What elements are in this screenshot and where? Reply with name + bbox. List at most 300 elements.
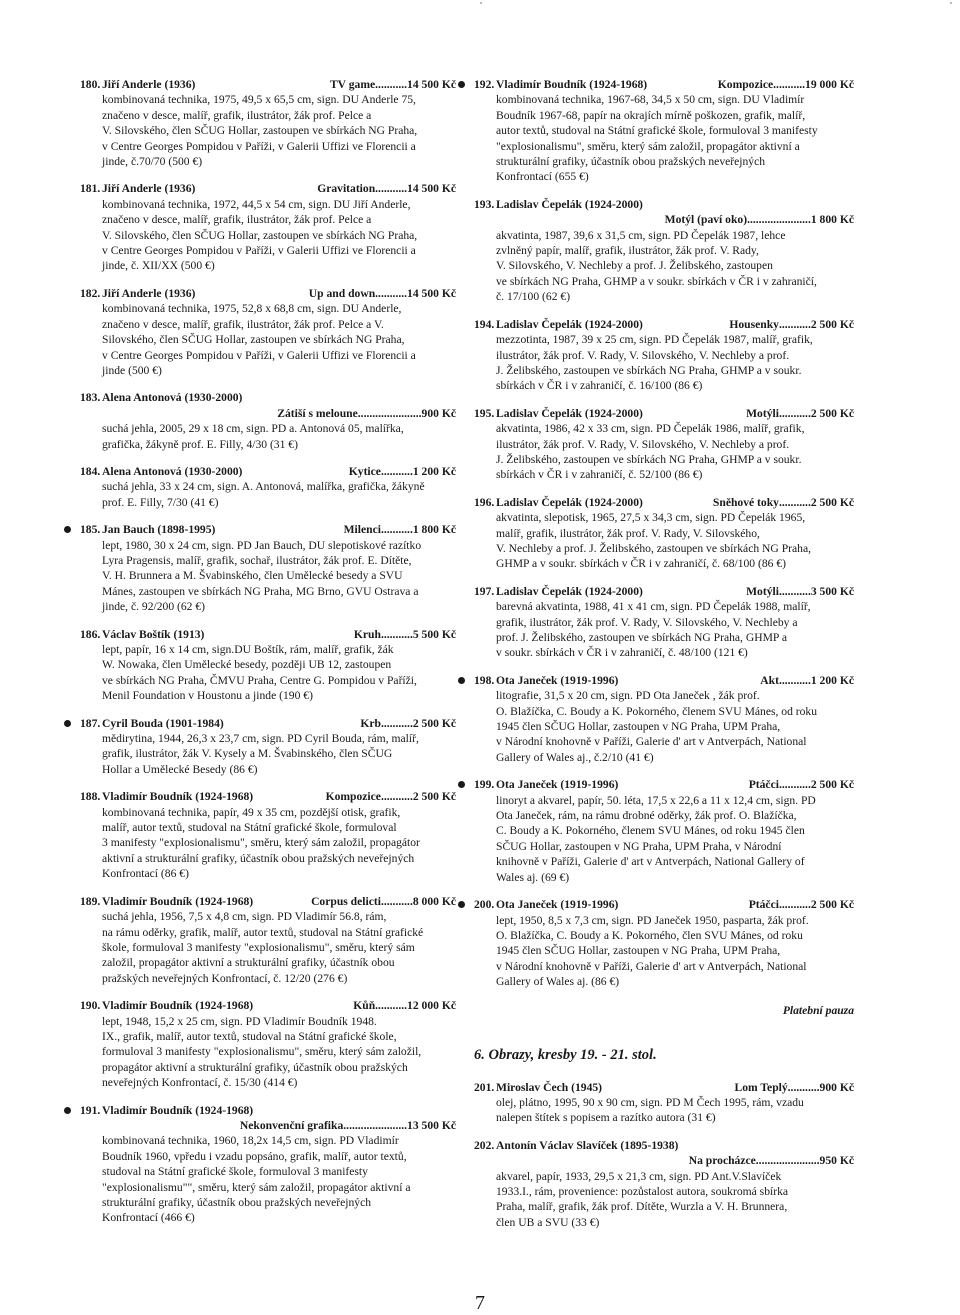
entry-description <box>474 913 854 990</box>
entry-heading <box>80 627 456 642</box>
leader-dots: ........... <box>380 790 413 804</box>
catalog-entry <box>80 894 456 986</box>
price: 900 Kč <box>421 406 456 420</box>
entry-heading <box>80 77 456 92</box>
top-mark <box>950 2 952 4</box>
description-line: v Národní knohovně v Paříži, Galerie d' art v Antverpách, National <box>496 735 807 749</box>
leader-dots: ........... <box>380 523 413 537</box>
description-line: jinde, č.70/70 (500 €) <box>102 155 203 169</box>
leader-dots: ........... <box>375 286 408 300</box>
price: 14 500 Kč <box>407 286 456 300</box>
catalog-entry <box>474 1080 854 1126</box>
artwork-title: Milenci <box>343 523 381 537</box>
lot-number: 185. <box>80 523 101 537</box>
description-line: v soukr. sbírkách v ČR i v zahraničí, č. 48/100 (121 €) <box>496 646 748 660</box>
description-line: "explosionalismu", směru, který sám založil, propagátor aktivní a <box>496 139 800 153</box>
catalog-entry <box>80 390 456 452</box>
artist-name: Vladimír Boudník (1924-1968) <box>496 78 648 91</box>
artwork-title: Kruh <box>353 627 381 641</box>
description-line: akvarel, papír, 1933, 29,5 x 21,3 cm, sign. PD Ant.V.Slavíček <box>496 1169 782 1183</box>
description-line: V. H. Brunnera a M. Švabinského, člen Umělecké besedy a SVU <box>102 569 403 583</box>
description-line: Konfrontací (655 €) <box>496 170 589 184</box>
lot-number: 201. <box>474 1080 495 1094</box>
description-line: suchá jehla, 2005, 29 x 18 cm, sign. PD a. Antonová 05, malířka, <box>102 422 404 436</box>
catalog-entry <box>80 998 456 1090</box>
price: 14 500 Kč <box>407 78 456 91</box>
description-line: O. Blažíčka, C. Boudy a K. Pokorného, člen SVU Mánes, od roku <box>496 928 803 942</box>
entry-description <box>80 301 456 378</box>
description-line: V. Silovského, člen SČUG Hollar, zastoupen ve sbírkách NG Praha, <box>102 228 418 242</box>
price: 900 Kč <box>819 1080 854 1094</box>
description-line: suchá jehla, 33 x 24 cm, sign. A. Antonová, malířka, grafička, žákyně <box>102 480 425 494</box>
entry-description <box>80 805 456 882</box>
artist-name: Václav Boštík (1913) <box>102 627 205 641</box>
price: 5 500 Kč <box>412 627 456 641</box>
bullet-dot-icon <box>458 781 465 788</box>
lot-number: 199. <box>474 778 495 792</box>
artwork-title: Nekonvenční grafika <box>239 1118 344 1132</box>
catalog-entry <box>80 181 456 273</box>
price: 2 500 Kč <box>810 406 854 420</box>
entry-description <box>474 228 854 305</box>
entry-description <box>80 909 456 986</box>
catalog-entry <box>474 1138 854 1230</box>
description-line: prof. E. Filly, 7/30 (41 €) <box>102 495 219 509</box>
entry-description <box>474 1095 854 1126</box>
description-line: lept, 1948, 15,2 x 25 cm, sign. PD Vladimír Boudník 1948. <box>102 1014 377 1028</box>
bullet-dot-icon <box>64 720 71 727</box>
description-line: kombinovaná technika, 1972, 44,5 x 54 cm, sign. DU Jiří Anderle, <box>102 197 411 211</box>
entry-title-line <box>80 406 456 421</box>
artist-name: Cyril Bouda (1901-1984) <box>102 716 224 730</box>
lot-number: 180. <box>80 78 101 91</box>
entry-description <box>474 688 854 765</box>
price: 13 500 Kč <box>407 1118 456 1132</box>
artist-name: Alena Antonová (1930-2000) <box>102 464 243 478</box>
entry-heading <box>474 406 854 421</box>
right-column <box>474 77 854 1242</box>
entry-description <box>474 92 854 184</box>
description-line: Konfrontací (86 €) <box>102 867 189 881</box>
artwork-title: Kůň <box>353 999 376 1013</box>
description-line: formuloval 3 manifesty "explosionalismu", směru, který sám založil, <box>102 1045 422 1059</box>
artwork-title: Housenky <box>729 317 779 331</box>
entry-description <box>474 421 854 483</box>
catalog-entry <box>80 1103 456 1226</box>
lot-number: 193. <box>474 197 495 211</box>
description-line: na rámu oděrky, grafik, malíř, autor textů, studoval na Státní grafické <box>102 925 424 939</box>
description-line: kombinovaná technika, 1960, 18,2x 14,5 cm, sign. PD Vladimír <box>102 1134 399 1148</box>
artist-name: Jiří Anderle (1936) <box>102 286 196 300</box>
artwork-title: Sněhové toky <box>712 495 779 509</box>
artist-name: Antonín Václav Slavíček (1895-1938) <box>496 1138 679 1152</box>
artwork-title: Gravitation <box>317 182 376 196</box>
description-line: č. 17/100 (62 €) <box>496 290 571 304</box>
artist-name: Vladimír Boudník (1924-1968) <box>102 894 254 908</box>
entry-description <box>80 479 456 510</box>
description-line: "explosionalismu"", směru, který sám založil, propagátor aktivní a <box>102 1180 411 1194</box>
price: 2 500 Kč <box>810 495 854 509</box>
catalog-entry <box>80 716 456 778</box>
artwork-title: Kompozice <box>325 790 381 804</box>
artwork-title: Corpus delicti <box>311 894 381 908</box>
entry-description <box>80 92 456 169</box>
artist-name: Ladislav Čepelák (1924-2000) <box>496 406 643 420</box>
description-line: Gallery of Wales aj., č.2/10 (41 €) <box>496 750 654 764</box>
description-line: 1933.I., rám, provenience: pozůstalost autora, soukromá sbírka <box>496 1184 789 1198</box>
lot-number: 183. <box>80 391 101 405</box>
description-line: Silovského, člen SČUG Hollar, zastoupen ve sbírkách NG Praha, <box>102 333 405 347</box>
bullet-dot-icon <box>64 1107 71 1114</box>
description-line: kombinovaná technika, 1975, 49,5 x 65,5 cm, sign. DU Anderle 75, <box>102 93 416 107</box>
catalog-entry <box>80 789 456 881</box>
description-line: škole, formuloval 3 manifesty "explosionalismu", směru, který sám <box>102 940 415 954</box>
artist-name: Ota Janeček (1919-1996) <box>496 673 619 687</box>
leader-dots: ........... <box>773 78 806 91</box>
leader-dots: ........... <box>380 716 413 730</box>
artwork-title: Lom Teplý <box>734 1080 788 1094</box>
description-line: GHMP a v soukr. sbírkách v ČR i v zahraničí, č. 68/100 (86 €) <box>496 557 787 571</box>
artwork-title: Motýl (paví oko) <box>664 213 748 227</box>
artwork-title: Krb <box>360 716 381 730</box>
top-mark <box>480 2 482 4</box>
entry-description <box>80 1133 456 1225</box>
description-line: Ota Janeček, rám, na rámu drobné oděrky, žák prof. O. Blažíčka, <box>496 809 797 823</box>
page-number: 7 <box>475 1292 485 1314</box>
lot-number: 196. <box>474 495 495 509</box>
lot-number: 181. <box>80 182 101 196</box>
catalog-entry <box>474 406 854 483</box>
price: 12 000 Kč <box>407 999 456 1013</box>
description-line: Konfrontací (466 €) <box>102 1211 195 1225</box>
left-column <box>80 77 456 1238</box>
lot-number: 184. <box>80 464 101 478</box>
artist-name: Ota Janeček (1919-1996) <box>496 778 619 792</box>
price: 2 500 Kč <box>810 778 854 792</box>
entry-description <box>474 1169 854 1231</box>
catalog-entry <box>474 495 854 572</box>
leader-dots: ........... <box>778 495 811 509</box>
lot-number: 186. <box>80 627 101 641</box>
description-line: Praha, malíř, grafik, žák prof. Dítěte, Wurzla a V. H. Brunnera, <box>496 1200 788 1214</box>
description-line: neveřejných Konfrontací, č. 15/30 (414 €) <box>102 1076 298 1090</box>
description-line: mezzotinta, 1987, 39 x 25 cm, sign. PD Čepelák 1987, malíř, grafik, <box>496 333 813 347</box>
price: 14 500 Kč <box>407 182 456 196</box>
catalog-entry <box>474 317 854 394</box>
price: 8 000 Kč <box>412 894 456 908</box>
description-line: W. Nowaka, člen Umělecké besedy, později UB 12, zastoupen <box>102 658 392 672</box>
leader-dots: ........... <box>778 317 811 331</box>
description-line: grafik, ilustrátor, žák prof. V. Rady, V. Silovského, V. Nechleby a <box>496 615 798 629</box>
description-line: značeno v desce, malíř, grafik, ilustrátor, žák prof. Pelce a <box>102 213 372 227</box>
artist-name: Jiří Anderle (1936) <box>102 78 196 91</box>
price: 2 500 Kč <box>412 790 456 804</box>
description-line: lept, papír, 16 x 14 cm, sign.DU Boštík, rám, malíř, grafik, žák <box>102 643 394 656</box>
lot-number: 195. <box>474 406 495 420</box>
leader-dots: ........... <box>375 78 408 91</box>
description-line: IX., grafik, malíř, autor textů, studoval na Státní grafické škole, <box>102 1029 397 1043</box>
description-line: 3 manifesty "explosionalismu", směru, který sám založil, propagátor <box>102 836 420 850</box>
entry-heading <box>474 77 854 92</box>
description-line: strukturální grafiky, účastník obou pražských neveřejných <box>102 1196 372 1209</box>
description-line: strukturální grafiky, účastník obou pražských neveřejných <box>496 155 766 169</box>
section-title: 6. Obrazy, kresby 19. - 21. stol. <box>474 1046 657 1063</box>
catalog-entry <box>80 464 456 510</box>
artwork-title: Motýli <box>746 406 779 420</box>
entry-description <box>80 642 456 704</box>
price: 2 500 Kč <box>412 716 456 730</box>
description-line: Lyra Pragensis, malíř, grafik, sochař, ilustrátor, žák prof. E. Dítěte, <box>102 553 412 567</box>
description-line: malíř, autor textů, studoval na Státní grafické škole, formuloval <box>102 821 397 835</box>
leader-dots: ........... <box>375 182 408 196</box>
entry-heading <box>474 777 854 792</box>
description-line: člen UB a SVU (33 €) <box>496 1215 600 1229</box>
description-line: grafička, žákyně prof. E. Filly, 4/30 (31 €) <box>102 437 298 451</box>
artist-name: Ladislav Čepelák (1924-2000) <box>496 584 643 598</box>
entry-description <box>80 421 456 452</box>
leader-dots: ........... <box>787 1080 820 1094</box>
description-line: Mánes, zastoupen ve sbírkách NG Praha, MG Brno, GVU Ostrava a <box>102 584 419 598</box>
entry-title-line <box>474 212 854 227</box>
lot-number: 197. <box>474 584 495 598</box>
entry-heading <box>474 197 854 212</box>
description-line: nalepen štítek s popisem a razítko autora (31 €) <box>496 1111 716 1125</box>
bullet-dot-icon <box>64 526 71 533</box>
artwork-title: Kytice <box>348 464 381 478</box>
artist-name: Jan Bauch (1898-1995) <box>102 523 216 537</box>
leader-dots: ........... <box>380 627 413 641</box>
description-line: jinde, č. XII/XX (500 €) <box>102 259 215 273</box>
price: 1 800 Kč <box>412 523 456 537</box>
catalog-entry <box>80 286 456 378</box>
description-line: C. Boudy a K. Pokorného, členem SVU Mánes, od roku 1945 člen <box>496 824 805 838</box>
description-line: Hollar a Umělecké Besedy (86 €) <box>102 762 258 776</box>
price: 2 500 Kč <box>810 317 854 331</box>
description-line: v Národní knohovně v Paříži, Galerie d' art v Antverpách, National <box>496 959 807 973</box>
description-line: založil, propagátor aktivní a strukturální grafiky, účastník obou <box>102 956 395 970</box>
leader-dots: ........... <box>380 894 413 908</box>
bullet-dot-icon <box>458 81 465 88</box>
entry-heading <box>80 390 456 405</box>
description-line: suchá jehla, 1956, 7,5 x 4,8 cm, sign. PD Vladimír 56.8, rám, <box>102 910 387 924</box>
description-line: akvatinta, slepotisk, 1965, 27,5 x 34,3 cm, sign. PD Čepelák 1965, <box>496 511 806 525</box>
description-line: V. Silovského, člen SČUG Hollar, zastoupen ve sbírkách NG Praha, <box>102 124 418 138</box>
description-line: kombinovaná technika, 1967-68, 34,5 x 50 cm, sign. DU Vladimír <box>496 93 805 107</box>
leader-dots: ........... <box>778 673 811 687</box>
price: 950 Kč <box>819 1154 854 1168</box>
description-line: barevná akvatinta, 1988, 41 x 41 cm, sign. PD Čepelák 1988, malíř, <box>496 600 811 614</box>
description-line: sbírkách v ČR i v zahraničí, č. 16/100 (86 €) <box>496 379 703 393</box>
price: 19 000 Kč <box>805 78 854 91</box>
entry-heading <box>80 789 456 804</box>
lot-number: 202. <box>474 1138 495 1152</box>
lot-number: 198. <box>474 673 495 687</box>
entry-description <box>474 332 854 394</box>
lot-number: 182. <box>80 286 101 300</box>
entry-title-line <box>474 1153 854 1168</box>
description-line: kombinovaná technika, 1975, 52,8 x 68,8 cm, sign. DU Anderle, <box>102 302 402 316</box>
description-line: značeno v desce, malíř, grafik, ilustrátor, žák prof. Pelce a <box>102 108 372 122</box>
description-line: jinde (500 €) <box>102 363 162 377</box>
entry-heading <box>474 317 854 332</box>
description-line: ve sbírkách NG Praha, GHMP a v soukr. sbírkách v ČR i v zahraničí, <box>496 274 817 288</box>
right-entries <box>474 77 854 990</box>
lot-number: 187. <box>80 716 101 730</box>
catalog-entry <box>474 77 854 185</box>
entry-heading <box>80 286 456 301</box>
price: 3 500 Kč <box>810 584 854 598</box>
lot-number: 191. <box>80 1103 101 1117</box>
entry-title-line <box>80 1118 456 1133</box>
description-line: pražských neveřejných Konfrontací, č. 12/20 (276 €) <box>102 971 348 985</box>
lot-number: 200. <box>474 898 495 912</box>
entry-heading <box>474 897 854 912</box>
description-line: sbírkách v ČR i v zahraničí, č. 52/100 (86 €) <box>496 468 703 482</box>
description-line: ve sbírkách NG Praha, ČMVU Praha, Centre G. Pompidou v Paříži, <box>102 673 417 687</box>
description-line: J. Želibského, zastoupen ve sbírkách NG Praha, GHMP a v soukr. <box>496 363 802 377</box>
description-line: autor textů, studoval na Státní grafické škole, formuloval 3 manifesty <box>496 124 818 138</box>
entry-heading <box>80 464 456 479</box>
description-line: lept, 1980, 30 x 24 cm, sign. PD Jan Bauch, DU slepotiskové razítko <box>102 538 422 552</box>
description-line: v Centre Georges Pompidou v Paříži, v Galerii Uffizi ve Florencii a <box>102 348 416 362</box>
artist-name: Vladimír Boudník (1924-1968) <box>102 1103 254 1117</box>
description-line: jinde, č. 92/200 (62 €) <box>102 600 206 614</box>
description-line: V. Nechleby a prof. J. Želibského, zastoupen ve sbírkách NG Praha, <box>496 541 811 555</box>
description-line: aktivní a strukturální grafiky, účastník obou pražských neveřejných <box>102 851 415 865</box>
leader-dots: ........... <box>778 898 811 912</box>
lot-number: 190. <box>80 999 101 1013</box>
artwork-title: Ptáčci <box>748 898 779 912</box>
entry-heading <box>80 998 456 1013</box>
entry-description <box>474 510 854 572</box>
artwork-title: Zátiší s meloune <box>277 406 358 420</box>
description-line: 1945 člen SČUG Hollar, zastoupen v NG Praha, UPM Praha, <box>496 944 781 958</box>
entry-heading <box>80 181 456 196</box>
description-line: prof. J. Želibského, zastoupen ve sbírkách NG Praha, GHMP a <box>496 631 787 644</box>
artwork-title: Up and down <box>308 286 376 300</box>
right-entries-section6 <box>474 1080 854 1231</box>
artist-name: Miroslav Čech (1945) <box>496 1080 603 1094</box>
artist-name: Ladislav Čepelák (1924-2000) <box>496 495 643 509</box>
description-line: Wales aj. (69 €) <box>496 870 570 884</box>
catalog-entry <box>474 897 854 989</box>
description-line: SČUG Hollar, zastoupen v NG Praha, UPM Praha, v Národní <box>496 839 782 853</box>
leader-dots: ........... <box>380 464 413 478</box>
description-line: Boudník 1960, vpředu i vzadu popsáno, grafik, malíř, autor textů, <box>102 1149 407 1163</box>
entry-heading <box>474 495 854 510</box>
lot-number: 189. <box>80 894 101 908</box>
catalog-entry <box>80 522 456 614</box>
artist-name: Vladimír Boudník (1924-1968) <box>102 790 254 804</box>
entry-heading <box>80 522 456 537</box>
payment-pause-label: Platební pauza <box>782 1003 854 1017</box>
entry-description <box>80 1014 456 1091</box>
description-line: olej, plátno, 1995, 90 x 90 cm, sign. PD M Čech 1995, rám, vzadu <box>496 1095 804 1109</box>
entry-description <box>474 599 854 661</box>
artist-name: Vladimír Boudník (1924-1968) <box>102 999 254 1013</box>
leader-dots: ........... <box>778 406 811 420</box>
artwork-title: Kompozice <box>717 78 774 91</box>
artwork-title: TV game <box>329 78 376 91</box>
catalog-entry <box>474 777 854 885</box>
description-line: ilustrátor, žák prof. V. Rady, V. Silovského, V. Nechleby a prof. <box>496 437 790 451</box>
artist-name: Ota Janeček (1919-1996) <box>496 898 619 912</box>
catalog-entry <box>474 197 854 305</box>
artwork-title: Akt <box>760 673 779 687</box>
description-line: akvatinta, 1987, 39,6 x 31,5 cm, sign. PD Čepelák 1987, lehce <box>496 228 786 242</box>
leader-dots: ...................... <box>747 213 811 227</box>
artwork-title: Motýli <box>746 584 779 598</box>
entry-heading <box>474 1080 854 1095</box>
leader-dots: ........... <box>778 584 811 598</box>
artwork-title: Na procházce <box>688 1154 756 1168</box>
description-line: značeno v desce, malíř, grafik, ilustrátor, žák prof. Pelce a V. <box>102 317 384 331</box>
description-line: kombinovaná technika, papír, 49 x 35 cm, pozdější otisk, grafik, <box>102 805 401 819</box>
description-line: v Centre Georges Pompidou v Paříži, v Galerii Uffizi ve Florencii a <box>102 244 416 258</box>
lot-number: 194. <box>474 317 495 331</box>
description-line: malíř, grafik, ilustrátor, žák prof. V. Rady, V. Silovského, <box>496 526 760 540</box>
description-line: mědirytina, 1944, 26,3 x 23,7 cm, sign. PD Cyril Bouda, rám, malíř, <box>102 732 419 746</box>
entry-heading <box>474 584 854 599</box>
description-line: knihovně v Paříži, Galerie d' art v Antverpách, National Gallery of <box>496 855 805 869</box>
lot-number: 192. <box>474 78 495 91</box>
catalog-entry <box>80 627 456 704</box>
catalog-entry <box>80 77 456 169</box>
description-line: Boudník 1967-68, papír na okrajích mírně poškozen, grafik, malíř, <box>496 108 806 122</box>
description-line: ilustrátor, žák prof. V. Rady, V. Silovského, V. Nechleby a prof. <box>496 348 790 362</box>
artist-name: Ladislav Čepelák (1924-2000) <box>496 317 643 331</box>
description-line: propagátor aktivní a strukturální grafiky, účastník obou pražských <box>102 1060 408 1074</box>
artist-name: Ladislav Čepelák (1924-2000) <box>496 197 643 211</box>
bullet-dot-icon <box>458 901 465 908</box>
description-line: O. Blažíčka, C. Boudy a K. Pokorného, členem SVU Mánes, od roku <box>496 704 818 718</box>
entry-heading <box>474 673 854 688</box>
catalog-entry <box>474 584 854 661</box>
price: 2 500 Kč <box>810 898 854 912</box>
leader-dots: ...................... <box>343 1118 408 1132</box>
entry-description <box>80 197 456 274</box>
description-line: studoval na Státní grafické škole, formuloval 3 manifesty <box>102 1165 368 1179</box>
description-line: lept, 1950, 8,5 x 7,3 cm, sign. PD Janeček 1950, pasparta, žák prof. <box>496 913 809 927</box>
description-line: grafik, ilustrátor, žák V. Kysely a M. Švabinského, člen SČUG <box>102 747 393 761</box>
price: 1 800 Kč <box>810 213 854 227</box>
description-line: zvlněný papír, malíř, grafik, ilustrátor, žák prof. V. Rady, <box>496 244 759 258</box>
description-line: 1945 člen SČUG Hollar, zastoupen v NG Praha, UPM Praha, <box>496 720 781 734</box>
lot-number: 188. <box>80 790 101 804</box>
catalog-entry <box>474 673 854 765</box>
artwork-title: Ptáčci <box>748 778 779 792</box>
entry-heading <box>80 894 456 909</box>
entry-description <box>80 731 456 777</box>
price: 1 200 Kč <box>412 464 456 478</box>
leader-dots: ...................... <box>755 1154 820 1168</box>
description-line: akvatinta, 1986, 42 x 33 cm, sign. PD Čepelák 1986, malíř, grafik, <box>496 422 805 436</box>
entry-description <box>474 793 854 885</box>
description-line: linoryt a akvarel, papír, 50. léta, 17,5 x 22,6 a 11 x 12,4 cm, sign. PD <box>496 793 816 807</box>
bullet-dot-icon <box>458 677 465 684</box>
description-line: V. Silovského, V. Nechleby a prof. J. Želibského, zastoupen <box>496 259 773 273</box>
description-line: v Centre Georges Pompidou v Paříži, v Galerii Uffizi ve Florencii a <box>102 139 416 153</box>
artist-name: Alena Antonová (1930-2000) <box>102 391 243 405</box>
entry-heading <box>474 1138 854 1153</box>
leader-dots: ........... <box>778 778 811 792</box>
entry-heading <box>80 1103 456 1118</box>
description-line: Menil Foundation v Houstonu a jinde (190 €) <box>102 689 313 703</box>
entry-heading <box>80 716 456 731</box>
leader-dots: ........... <box>375 999 408 1013</box>
description-line: J. Želibského, zastoupen ve sbírkách NG Praha, GHMP a v soukr. <box>496 452 802 466</box>
description-line: litografie, 31,5 x 20 cm, sign. PD Ota Janeček , žák prof. <box>496 689 760 703</box>
